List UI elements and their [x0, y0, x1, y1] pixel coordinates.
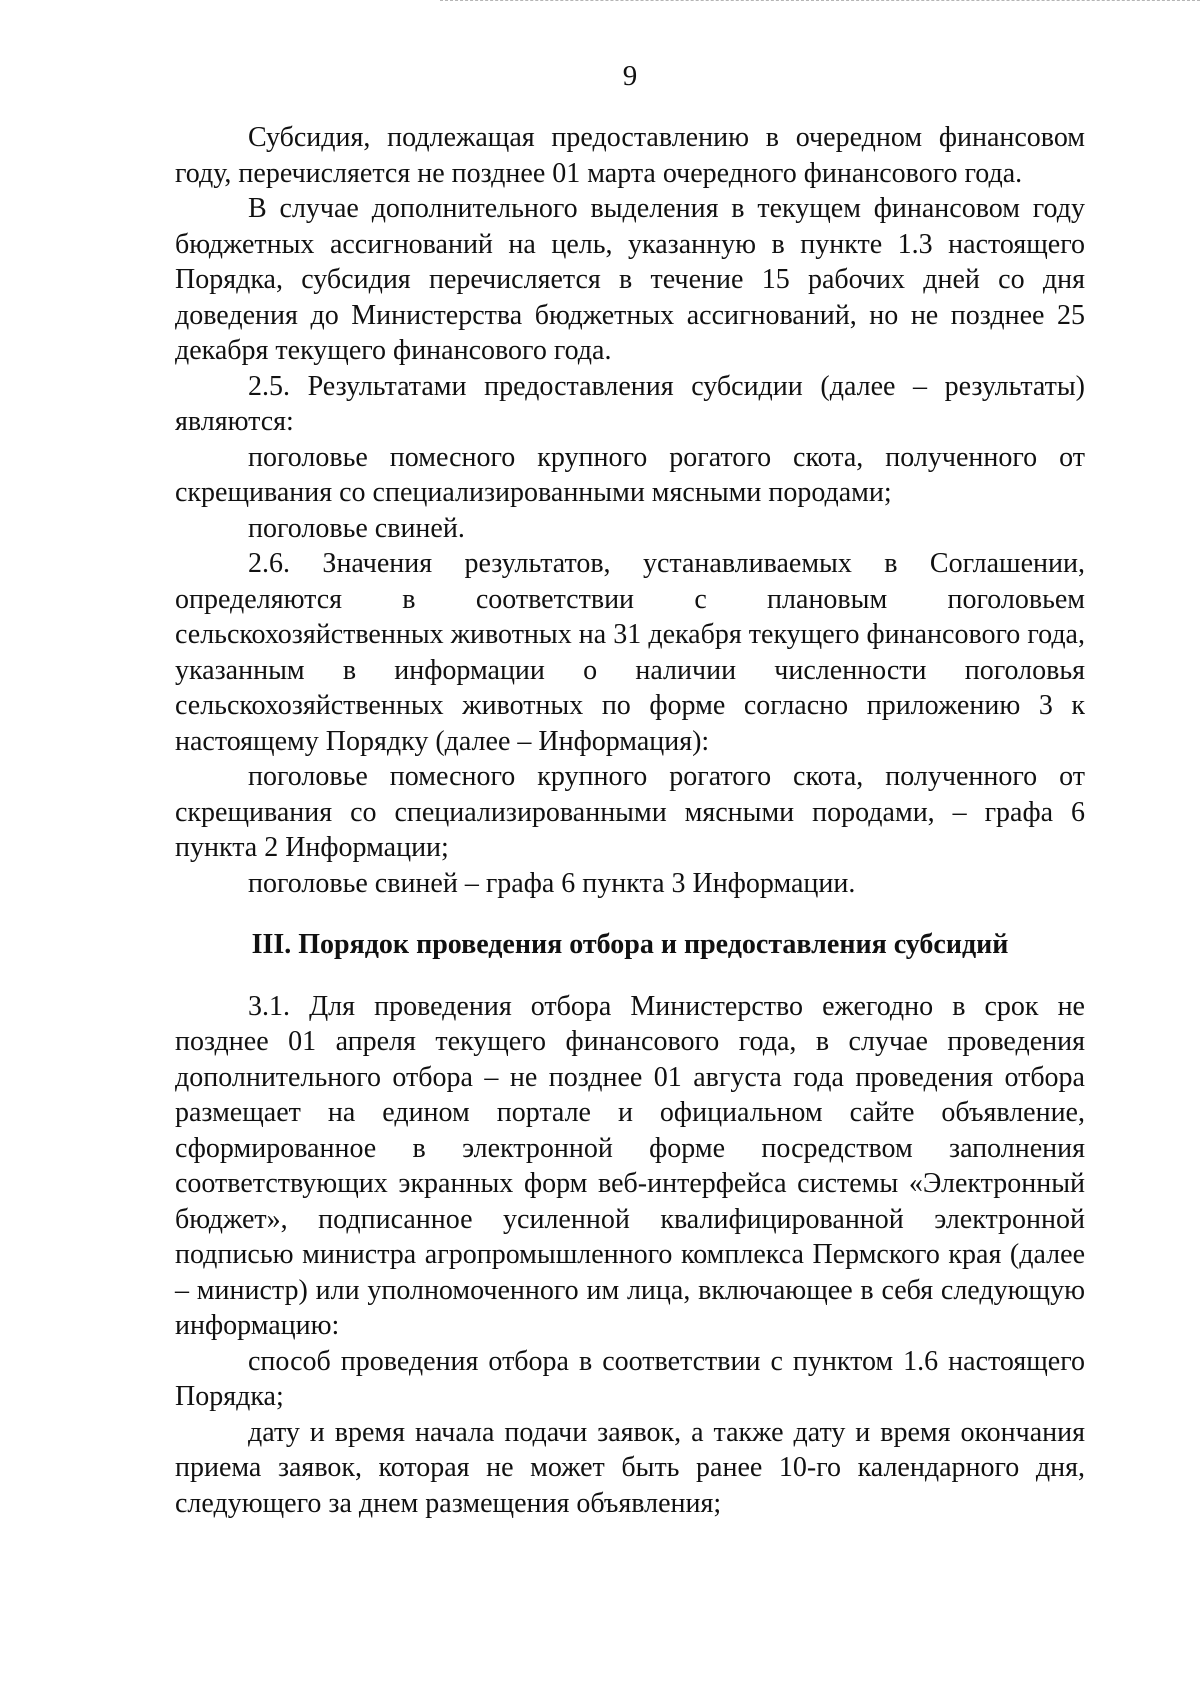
paragraph: В случае дополнительного выделения в текущем финансовом году бюджетных ассигнований на цель, указанную в пункте 1.3 настоящего Порядка, субсидия перечисляется в течение 15 рабочих дней со дня доведения до Министерства бюджетных ассигнований, но не позднее 25 декабря текущего финансового года.	[175, 193, 1085, 366]
paragraph: поголовье помесного крупного рогатого скота, полученного от скрещивания со специализированными мясными породами, – графа 6 пункта 2 Информации;	[175, 761, 1085, 863]
document-body	[175, 120, 1085, 1521]
page-number: 9	[622, 60, 638, 92]
paragraph: 2.5. Результатами предоставления субсидии (далее – результаты) являются:	[175, 370, 1085, 437]
paragraph: способ проведения отбора в соответствии с пунктом 1.6 настоящего Порядка;	[175, 1345, 1085, 1412]
paragraph: 2.6. Значения результатов, устанавливаемых в Соглашении, определяются в соответствии с плановым поголовьем сельскохозяйственных животных на 31 декабря текущего финансового года, указанным в информации о наличии численности поголовья сельскохозяйственных животных по форме согласно приложению 3 к настоящему Порядку (далее – Информация):	[175, 548, 1085, 757]
scan-edge-rule	[440, 0, 1200, 2]
paragraph: поголовье свиней – графа 6 пункта 3 Информации.	[248, 867, 856, 899]
paragraph: поголовье помесного крупного рогатого скота, полученного от скрещивания со специализированными мясными породами;	[175, 441, 1085, 508]
paragraph: Субсидия, подлежащая предоставлению в очередном финансовом году, перечисляется не позднее 01 марта очередного финансового года.	[175, 122, 1085, 189]
paragraph: дату и время начала подачи заявок, а также дату и время окончания приема заявок, которая не может быть ранее 10-го календарного дня, следующего за днем размещения объявления;	[175, 1416, 1085, 1519]
paragraph: 3.1. Для проведения отбора Министерство ежегодно в срок не позднее 01 апреля текущего финансового года, в случае проведения дополнительного отбора – не позднее 01 августа года проведения отбора размещает на едином портале и официальном сайте объявление, сформированное в электронной форме посредством заполнения соответствующих экранных форм веб-интерфейса системы «Электронный бюджет», подписанное усиленной квалифицированной электронной подписью министра агропромышленного комплекса Пермского края (далее – министр) или уполномоченного им лица, включающее в себя следующую информацию:	[175, 990, 1085, 1341]
section-heading: III. Порядок проведения отбора и предоставления субсидий	[251, 929, 1009, 960]
paragraph: поголовье свиней.	[248, 512, 465, 544]
